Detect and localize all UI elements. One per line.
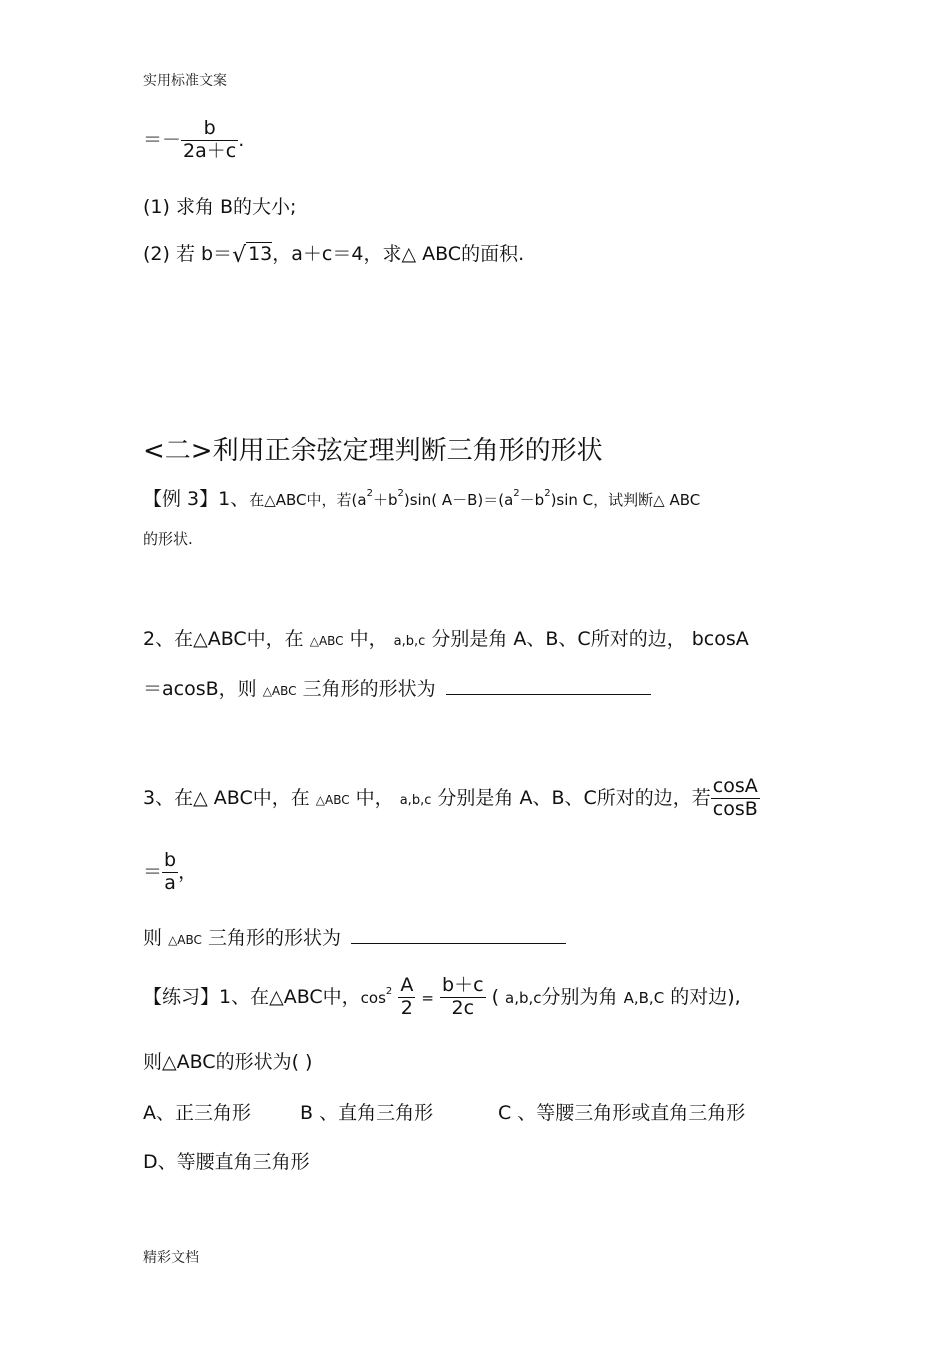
problem-3-line-1: 3、在△ ABC中，在 △ABC 中， a,b,c 分别是角 A、B、C所对的边，若 $\frac{\cos A}{\cos B}$ — [143, 775, 758, 820]
problem-2-line-2: ＝acosB，则 △ABC 三角形的形状为 — [143, 677, 651, 703]
fraction-cosA-over-cosB: $\frac{\cos A}{\cos B}$ — [712, 775, 758, 820]
page-footer: 精彩文档 — [143, 1250, 199, 1266]
fraction-b-over-2a-plus-c: $\frac{b}{2a+c}$ — [183, 117, 237, 162]
fraction-b-plus-c-over-2c: $\frac{b+c}{2c}$ — [442, 974, 484, 1019]
problem-3-line-2: ＝ $\frac{b}{a}$ ， — [143, 849, 198, 894]
sqrt-symbol: √ — [232, 243, 247, 268]
problem-2-line-1: 2、在△ABC中，在 △ABC 中， a,b,c 分别是角 A、B、C所对的边， bcosA — [143, 628, 749, 650]
fraction-b-over-a: $\frac{b}{a}$ — [164, 849, 177, 894]
problem-3-line-3: 则 △ABC 三角形的形状为 — [143, 926, 566, 952]
option-b[interactable]: B 、直角三角形 — [300, 1102, 434, 1124]
example-3-line-2: 的形状. — [143, 530, 193, 548]
practice-line-2: 则△ABC的形状为( ) — [143, 1051, 313, 1073]
question-2: (2) 若 b＝√ 13，a＋c＝4，求△ ABC的面积. — [143, 243, 525, 268]
answer-blank-3[interactable] — [351, 942, 566, 944]
option-a[interactable]: A、正三角形 — [143, 1102, 251, 1124]
fraction-A-over-2: $\frac{A}{2}$ — [400, 974, 414, 1019]
section-title: <二>利用正余弦定理判断三角形的形状 — [143, 436, 603, 466]
practice-line-1: 【练习】1、在△ABC中，$\cos^2$ $\frac{A}{2}$ = $\frac{b+c}{2c}$ ( a,b,c分别为角 A,B,C 的对边), — [143, 974, 741, 1019]
answer-blank-2[interactable] — [446, 693, 651, 695]
option-d[interactable]: D、等腰直角三角形 — [143, 1151, 310, 1173]
page-header: 实用标准文案 — [143, 73, 227, 89]
question-1: (1) 求角 B的大小; — [143, 196, 297, 218]
example-3-line-1: 【例 3】1、在△ABC中，若$(a^2+b^2)\sin$( $A-B)=(a^2-b^2)\sin$ C，试判断△ ABC — [143, 488, 701, 510]
top-equation: ＝－ $\frac{b}{2a+c}$ . — [143, 117, 245, 162]
option-c[interactable]: C 、等腰三角形或直角三角形 — [498, 1102, 746, 1124]
